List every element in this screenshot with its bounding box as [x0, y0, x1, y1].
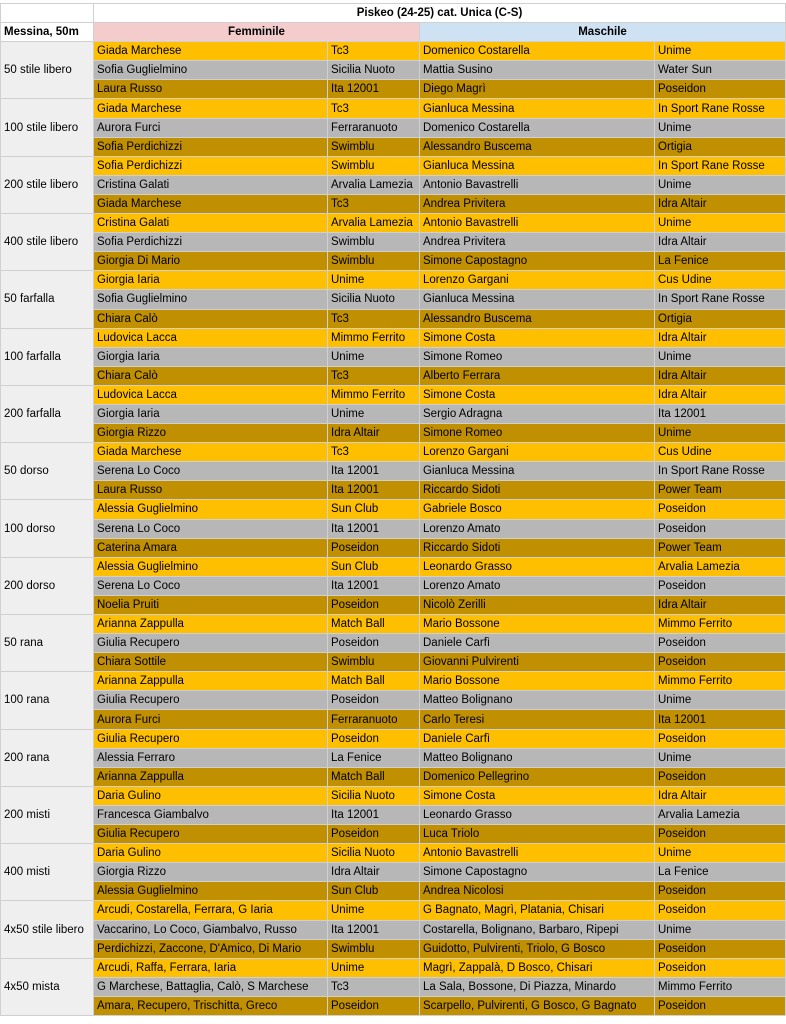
female-club-cell[interactable]: Ferraranuoto — [328, 118, 420, 137]
event-name-cell[interactable]: 50 dorso — [1, 443, 94, 500]
male-athlete-cell[interactable]: Sergio Adragna — [420, 404, 655, 423]
male-athlete-cell[interactable]: Gianluca Messina — [420, 290, 655, 309]
female-athlete-cell[interactable]: Perdichizzi, Zaccone, D'Amico, Di Mario — [94, 939, 328, 958]
male-athlete-cell[interactable]: Simone Costa — [420, 786, 655, 805]
male-athlete-cell[interactable]: Alessandro Buscema — [420, 137, 655, 156]
male-athlete-cell[interactable]: Mario Bossone — [420, 615, 655, 634]
male-athlete-cell[interactable]: Nicolò Zerilli — [420, 595, 655, 614]
male-club-cell[interactable]: Idra Altair — [655, 595, 786, 614]
male-athlete-cell[interactable]: Antonio Bavastrelli — [420, 844, 655, 863]
male-club-cell[interactable]: Mimmo Ferrito — [655, 672, 786, 691]
event-column-header[interactable]: Messina, 50m — [1, 23, 94, 42]
female-club-cell[interactable]: Swimblu — [328, 233, 420, 252]
table-row — [1, 443, 786, 462]
female-athlete-cell[interactable]: Giorgia Iaria — [94, 271, 328, 290]
male-athlete-cell[interactable]: Simone Capostagno — [420, 252, 655, 271]
female-club-cell[interactable]: Ita 12001 — [328, 462, 420, 481]
female-club-cell[interactable]: Swimblu — [328, 137, 420, 156]
male-athlete-cell[interactable]: Guidotto, Pulvirenti, Triolo, G Bosco — [420, 939, 655, 958]
male-athlete-cell[interactable]: Andrea Nicolosi — [420, 882, 655, 901]
male-athlete-cell[interactable]: Antonio Bavastrelli — [420, 175, 655, 194]
table-row — [1, 634, 786, 653]
male-athlete-cell[interactable]: Daniele Carfì — [420, 634, 655, 653]
female-club-cell[interactable]: Arvalia Lamezia — [328, 214, 420, 233]
male-club-cell[interactable]: Unime — [655, 748, 786, 767]
male-athlete-cell[interactable]: Domenico Costarella — [420, 118, 655, 137]
table-row — [1, 214, 786, 233]
female-club-cell[interactable]: Unime — [328, 958, 420, 977]
male-club-cell[interactable]: Unime — [655, 844, 786, 863]
event-name-cell[interactable]: 200 stile libero — [1, 156, 94, 213]
male-club-cell[interactable]: Cus Udine — [655, 443, 786, 462]
male-athlete-cell[interactable]: Lorenzo Amato — [420, 576, 655, 595]
female-club-cell[interactable]: Match Ball — [328, 615, 420, 634]
female-club-cell[interactable]: Poseidon — [328, 691, 420, 710]
table-row — [1, 977, 786, 996]
female-club-cell[interactable]: Unime — [328, 271, 420, 290]
table-row — [1, 80, 786, 99]
table-row — [1, 61, 786, 80]
table-row — [1, 615, 786, 634]
female-athlete-cell[interactable]: Amara, Recupero, Trischitta, Greco — [94, 996, 328, 1015]
female-athlete-cell[interactable]: Sofia Guglielmino — [94, 290, 328, 309]
table-row — [1, 882, 786, 901]
female-athlete-cell[interactable]: Serena Lo Coco — [94, 576, 328, 595]
female-athlete-cell[interactable]: Caterina Amara — [94, 538, 328, 557]
male-club-cell[interactable]: In Sport Rane Rosse — [655, 290, 786, 309]
table-row — [1, 252, 786, 271]
female-athlete-cell[interactable]: Giada Marchese — [94, 443, 328, 462]
male-athlete-cell[interactable]: Leonardo Grasso — [420, 805, 655, 824]
female-club-cell[interactable]: Sicilia Nuoto — [328, 786, 420, 805]
table-row — [1, 805, 786, 824]
female-club-cell[interactable]: Swimblu — [328, 156, 420, 175]
male-club-cell[interactable]: Poseidon — [655, 825, 786, 844]
table-row — [1, 748, 786, 767]
male-club-cell[interactable]: Arvalia Lamezia — [655, 557, 786, 576]
table-row — [1, 786, 786, 805]
female-club-cell[interactable]: Ita 12001 — [328, 519, 420, 538]
female-athlete-cell[interactable]: Alessia Guglielmino — [94, 500, 328, 519]
male-club-cell[interactable]: Mimmo Ferrito — [655, 615, 786, 634]
female-club-cell[interactable]: Match Ball — [328, 672, 420, 691]
male-club-cell[interactable]: Poseidon — [655, 767, 786, 786]
female-athlete-cell[interactable]: Sofia Guglielmino — [94, 61, 328, 80]
male-club-cell[interactable]: Ita 12001 — [655, 404, 786, 423]
female-club-cell[interactable]: Swimblu — [328, 939, 420, 958]
male-club-cell[interactable]: Unime — [655, 424, 786, 443]
male-club-cell[interactable]: In Sport Rane Rosse — [655, 99, 786, 118]
female-athlete-cell[interactable]: Arianna Zappulla — [94, 767, 328, 786]
female-club-cell[interactable]: Tc3 — [328, 194, 420, 213]
female-athlete-cell[interactable]: Alessia Guglielmino — [94, 557, 328, 576]
table-row — [1, 481, 786, 500]
table-row — [1, 137, 786, 156]
female-athlete-cell[interactable]: Giada Marchese — [94, 42, 328, 61]
female-club-cell[interactable]: Match Ball — [328, 767, 420, 786]
event-name-cell[interactable]: 50 rana — [1, 615, 94, 672]
male-club-cell[interactable]: Poseidon — [655, 901, 786, 920]
table-row — [1, 595, 786, 614]
female-club-cell[interactable]: Ita 12001 — [328, 576, 420, 595]
female-club-cell[interactable]: Ferraranuoto — [328, 710, 420, 729]
female-athlete-cell[interactable]: Giorgia Iaria — [94, 347, 328, 366]
male-athlete-cell[interactable]: Simone Costa — [420, 385, 655, 404]
event-name-cell[interactable]: 400 misti — [1, 844, 94, 901]
title-row — [1, 4, 786, 23]
male-athlete-cell[interactable]: Carlo Teresi — [420, 710, 655, 729]
male-athlete-cell[interactable]: Alberto Ferrara — [420, 366, 655, 385]
male-club-cell[interactable]: Power Team — [655, 538, 786, 557]
female-athlete-cell[interactable]: Vaccarino, Lo Coco, Giambalvo, Russo — [94, 920, 328, 939]
male-athlete-cell[interactable]: Domenico Pellegrino — [420, 767, 655, 786]
female-club-cell[interactable]: Swimblu — [328, 653, 420, 672]
event-name-cell[interactable]: 100 farfalla — [1, 328, 94, 385]
male-club-cell[interactable]: Poseidon — [655, 576, 786, 595]
male-column-header[interactable]: Maschile — [420, 23, 786, 42]
male-club-cell[interactable]: Idra Altair — [655, 194, 786, 213]
male-club-cell[interactable]: Arvalia Lamezia — [655, 805, 786, 824]
female-club-cell[interactable]: Tc3 — [328, 366, 420, 385]
table-row — [1, 42, 786, 61]
table-row — [1, 710, 786, 729]
female-athlete-cell[interactable]: Sofia Perdichizzi — [94, 137, 328, 156]
female-club-cell[interactable]: Tc3 — [328, 977, 420, 996]
event-name-cell[interactable]: 200 farfalla — [1, 385, 94, 442]
female-athlete-cell[interactable]: Laura Russo — [94, 80, 328, 99]
table-row — [1, 958, 786, 977]
female-athlete-cell[interactable]: Giulia Recupero — [94, 634, 328, 653]
female-athlete-cell[interactable]: Serena Lo Coco — [94, 519, 328, 538]
female-athlete-cell[interactable]: Arianna Zappulla — [94, 672, 328, 691]
male-athlete-cell[interactable]: Gianluca Messina — [420, 156, 655, 175]
male-club-cell[interactable]: Ortigia — [655, 137, 786, 156]
male-club-cell[interactable]: Poseidon — [655, 939, 786, 958]
male-athlete-cell[interactable]: G Bagnato, Magrì, Platania, Chisari — [420, 901, 655, 920]
female-club-cell[interactable]: Sicilia Nuoto — [328, 61, 420, 80]
male-athlete-cell[interactable]: Gianluca Messina — [420, 99, 655, 118]
female-club-cell[interactable]: Ita 12001 — [328, 805, 420, 824]
female-athlete-cell[interactable]: Daria Gulino — [94, 786, 328, 805]
female-club-cell[interactable]: Ita 12001 — [328, 80, 420, 99]
male-club-cell[interactable]: In Sport Rane Rosse — [655, 462, 786, 481]
male-club-cell[interactable]: La Fenice — [655, 863, 786, 882]
female-athlete-cell[interactable]: Arcudi, Costarella, Ferrara, G Iaria — [94, 901, 328, 920]
male-athlete-cell[interactable]: Mario Bossone — [420, 672, 655, 691]
table-row — [1, 156, 786, 175]
empty-corner-cell[interactable] — [1, 4, 94, 23]
male-athlete-cell[interactable]: Simone Capostagno — [420, 863, 655, 882]
female-athlete-cell[interactable]: Arcudi, Raffa, Ferrara, Iaria — [94, 958, 328, 977]
male-athlete-cell[interactable]: Gabriele Bosco — [420, 500, 655, 519]
female-athlete-cell[interactable]: Giada Marchese — [94, 99, 328, 118]
female-column-header[interactable]: Femminile — [94, 23, 420, 42]
male-athlete-cell[interactable]: Diego Magrì — [420, 80, 655, 99]
male-club-cell[interactable]: Cus Udine — [655, 271, 786, 290]
female-club-cell[interactable]: Tc3 — [328, 99, 420, 118]
male-club-cell[interactable]: Unime — [655, 920, 786, 939]
table-row — [1, 538, 786, 557]
male-athlete-cell[interactable]: Lorenzo Gargani — [420, 271, 655, 290]
male-club-cell[interactable]: Idra Altair — [655, 328, 786, 347]
female-athlete-cell[interactable]: Sofia Perdichizzi — [94, 156, 328, 175]
male-athlete-cell[interactable]: Simone Costa — [420, 328, 655, 347]
table-row — [1, 462, 786, 481]
male-club-cell[interactable]: Unime — [655, 42, 786, 61]
male-club-cell[interactable]: Poseidon — [655, 519, 786, 538]
male-club-cell[interactable]: Ortigia — [655, 309, 786, 328]
event-name-cell[interactable]: 100 rana — [1, 672, 94, 729]
male-athlete-cell[interactable]: Alessandro Buscema — [420, 309, 655, 328]
event-name-cell[interactable]: 50 stile libero — [1, 42, 94, 99]
event-name-cell[interactable]: 100 dorso — [1, 500, 94, 557]
female-athlete-cell[interactable]: Daria Gulino — [94, 844, 328, 863]
female-athlete-cell[interactable]: Sofia Perdichizzi — [94, 233, 328, 252]
male-club-cell[interactable]: In Sport Rane Rosse — [655, 156, 786, 175]
table-row — [1, 404, 786, 423]
male-club-cell[interactable]: Power Team — [655, 481, 786, 500]
female-athlete-cell[interactable]: Giulia Recupero — [94, 825, 328, 844]
male-club-cell[interactable]: Mimmo Ferrito — [655, 977, 786, 996]
female-athlete-cell[interactable]: Ludovica Lacca — [94, 328, 328, 347]
sheet-title[interactable]: Piskeo (24-25) cat. Unica (C-S) — [94, 4, 786, 23]
male-athlete-cell[interactable]: Leonardo Grasso — [420, 557, 655, 576]
female-club-cell[interactable]: Unime — [328, 901, 420, 920]
male-club-cell[interactable]: Poseidon — [655, 729, 786, 748]
male-athlete-cell[interactable]: Magrì, Zappalà, D Bosco, Chisari — [420, 958, 655, 977]
table-row — [1, 366, 786, 385]
female-athlete-cell[interactable]: Chiara Sottile — [94, 653, 328, 672]
event-name-cell[interactable]: 200 rana — [1, 729, 94, 786]
table-row — [1, 118, 786, 137]
male-athlete-cell[interactable]: Scarpello, Pulvirenti, G Bosco, G Bagnato — [420, 996, 655, 1015]
female-club-cell[interactable]: Sun Club — [328, 500, 420, 519]
table-row — [1, 825, 786, 844]
female-athlete-cell[interactable]: Noelia Pruiti — [94, 595, 328, 614]
table-row — [1, 557, 786, 576]
male-club-cell[interactable]: Unime — [655, 691, 786, 710]
female-athlete-cell[interactable]: Cristina Galati — [94, 175, 328, 194]
male-club-cell[interactable]: Idra Altair — [655, 366, 786, 385]
table-row — [1, 309, 786, 328]
event-name-cell[interactable]: 200 misti — [1, 786, 94, 843]
table-row — [1, 939, 786, 958]
female-athlete-cell[interactable]: Giada Marchese — [94, 194, 328, 213]
male-club-cell[interactable]: Poseidon — [655, 634, 786, 653]
male-athlete-cell[interactable]: Matteo Bolignano — [420, 748, 655, 767]
table-row — [1, 424, 786, 443]
table-row — [1, 175, 786, 194]
female-athlete-cell[interactable]: Aurora Furci — [94, 710, 328, 729]
male-athlete-cell[interactable]: Riccardo Sidoti — [420, 538, 655, 557]
male-athlete-cell[interactable]: Antonio Bavastrelli — [420, 214, 655, 233]
male-club-cell[interactable]: Poseidon — [655, 653, 786, 672]
table-row — [1, 863, 786, 882]
table-row — [1, 576, 786, 595]
female-club-cell[interactable]: La Fenice — [328, 748, 420, 767]
male-club-cell[interactable]: La Fenice — [655, 252, 786, 271]
female-club-cell[interactable]: Poseidon — [328, 825, 420, 844]
female-club-cell[interactable]: Idra Altair — [328, 863, 420, 882]
table-row — [1, 844, 786, 863]
male-athlete-cell[interactable]: Daniele Carfì — [420, 729, 655, 748]
male-club-cell[interactable]: Unime — [655, 118, 786, 137]
male-athlete-cell[interactable]: Costarella, Bolignano, Barbaro, Ripepi — [420, 920, 655, 939]
female-athlete-cell[interactable]: Giulia Recupero — [94, 729, 328, 748]
table-row — [1, 920, 786, 939]
female-club-cell[interactable]: Sicilia Nuoto — [328, 844, 420, 863]
female-athlete-cell[interactable]: Cristina Galati — [94, 214, 328, 233]
table-row — [1, 271, 786, 290]
table-row — [1, 901, 786, 920]
table-row — [1, 519, 786, 538]
male-club-cell[interactable]: Poseidon — [655, 500, 786, 519]
female-athlete-cell[interactable]: Alessia Ferraro — [94, 748, 328, 767]
female-club-cell[interactable]: Idra Altair — [328, 424, 420, 443]
table-row — [1, 691, 786, 710]
event-name-cell[interactable]: 4x50 stile libero — [1, 901, 94, 958]
male-athlete-cell[interactable]: La Sala, Bossone, Di Piazza, Minardo — [420, 977, 655, 996]
female-athlete-cell[interactable]: Giorgia Di Mario — [94, 252, 328, 271]
male-athlete-cell[interactable]: Luca Triolo — [420, 825, 655, 844]
female-club-cell[interactable]: Poseidon — [328, 996, 420, 1015]
event-name-cell[interactable]: 50 farfalla — [1, 271, 94, 328]
female-athlete-cell[interactable]: Giulia Recupero — [94, 691, 328, 710]
female-club-cell[interactable]: Unime — [328, 347, 420, 366]
male-club-cell[interactable]: Unime — [655, 347, 786, 366]
event-name-cell[interactable]: 200 dorso — [1, 557, 94, 614]
female-club-cell[interactable]: Mimmo Ferrito — [328, 385, 420, 404]
female-club-cell[interactable]: Sun Club — [328, 882, 420, 901]
male-club-cell[interactable]: Idra Altair — [655, 233, 786, 252]
event-name-cell[interactable]: 400 stile libero — [1, 214, 94, 271]
male-athlete-cell[interactable]: Gianluca Messina — [420, 462, 655, 481]
female-athlete-cell[interactable]: Ludovica Lacca — [94, 385, 328, 404]
female-athlete-cell[interactable]: Alessia Guglielmino — [94, 882, 328, 901]
female-athlete-cell[interactable]: Aurora Furci — [94, 118, 328, 137]
table-row — [1, 328, 786, 347]
female-athlete-cell[interactable]: Giorgia Rizzo — [94, 863, 328, 882]
male-athlete-cell[interactable]: Domenico Costarella — [420, 42, 655, 61]
female-club-cell[interactable]: Sun Club — [328, 557, 420, 576]
female-athlete-cell[interactable]: Serena Lo Coco — [94, 462, 328, 481]
header-row — [1, 23, 786, 42]
male-athlete-cell[interactable]: Andrea Privitera — [420, 233, 655, 252]
male-athlete-cell[interactable]: Simone Romeo — [420, 347, 655, 366]
female-athlete-cell[interactable]: Giorgia Iaria — [94, 404, 328, 423]
male-club-cell[interactable]: Unime — [655, 175, 786, 194]
female-athlete-cell[interactable]: G Marchese, Battaglia, Calò, S Marchese — [94, 977, 328, 996]
table-row — [1, 767, 786, 786]
event-name-cell[interactable]: 100 stile libero — [1, 99, 94, 156]
female-club-cell[interactable]: Tc3 — [328, 309, 420, 328]
male-club-cell[interactable]: Poseidon — [655, 80, 786, 99]
female-club-cell[interactable]: Unime — [328, 404, 420, 423]
table-row — [1, 500, 786, 519]
female-club-cell[interactable]: Ita 12001 — [328, 481, 420, 500]
table-row — [1, 672, 786, 691]
female-club-cell[interactable]: Poseidon — [328, 538, 420, 557]
female-club-cell[interactable]: Poseidon — [328, 634, 420, 653]
male-athlete-cell[interactable]: Riccardo Sidoti — [420, 481, 655, 500]
female-club-cell[interactable]: Swimblu — [328, 252, 420, 271]
male-athlete-cell[interactable]: Andrea Privitera — [420, 194, 655, 213]
table-row — [1, 99, 786, 118]
male-athlete-cell[interactable]: Lorenzo Amato — [420, 519, 655, 538]
male-athlete-cell[interactable]: Simone Romeo — [420, 424, 655, 443]
female-athlete-cell[interactable]: Francesca Giambalvo — [94, 805, 328, 824]
female-athlete-cell[interactable]: Chiara Calò — [94, 309, 328, 328]
male-club-cell[interactable]: Poseidon — [655, 996, 786, 1015]
female-club-cell[interactable]: Tc3 — [328, 443, 420, 462]
female-athlete-cell[interactable]: Arianna Zappulla — [94, 615, 328, 634]
table-row — [1, 347, 786, 366]
male-club-cell[interactable]: Idra Altair — [655, 385, 786, 404]
male-club-cell[interactable]: Ita 12001 — [655, 710, 786, 729]
female-club-cell[interactable]: Mimmo Ferrito — [328, 328, 420, 347]
table-row — [1, 233, 786, 252]
table-row — [1, 194, 786, 213]
event-name-cell[interactable]: 4x50 mista — [1, 958, 94, 1015]
female-athlete-cell[interactable]: Giorgia Rizzo — [94, 424, 328, 443]
table-row — [1, 290, 786, 309]
male-athlete-cell[interactable]: Matteo Bolignano — [420, 691, 655, 710]
male-club-cell[interactable]: Idra Altair — [655, 786, 786, 805]
female-club-cell[interactable]: Tc3 — [328, 42, 420, 61]
female-club-cell[interactable]: Poseidon — [328, 595, 420, 614]
table-row — [1, 729, 786, 748]
table-row — [1, 653, 786, 672]
female-club-cell[interactable]: Arvalia Lamezia — [328, 175, 420, 194]
results-table — [0, 3, 786, 1016]
table-row — [1, 996, 786, 1015]
male-club-cell[interactable]: Poseidon — [655, 958, 786, 977]
male-athlete-cell[interactable]: Giovanni Pulvirenti — [420, 653, 655, 672]
female-athlete-cell[interactable]: Laura Russo — [94, 481, 328, 500]
male-athlete-cell[interactable]: Mattia Susino — [420, 61, 655, 80]
male-athlete-cell[interactable]: Lorenzo Gargani — [420, 443, 655, 462]
male-club-cell[interactable]: Unime — [655, 214, 786, 233]
male-club-cell[interactable]: Water Sun — [655, 61, 786, 80]
female-athlete-cell[interactable]: Chiara Calò — [94, 366, 328, 385]
female-club-cell[interactable]: Sicilia Nuoto — [328, 290, 420, 309]
male-club-cell[interactable]: Poseidon — [655, 882, 786, 901]
table-row — [1, 385, 786, 404]
female-club-cell[interactable]: Ita 12001 — [328, 920, 420, 939]
female-club-cell[interactable]: Poseidon — [328, 729, 420, 748]
